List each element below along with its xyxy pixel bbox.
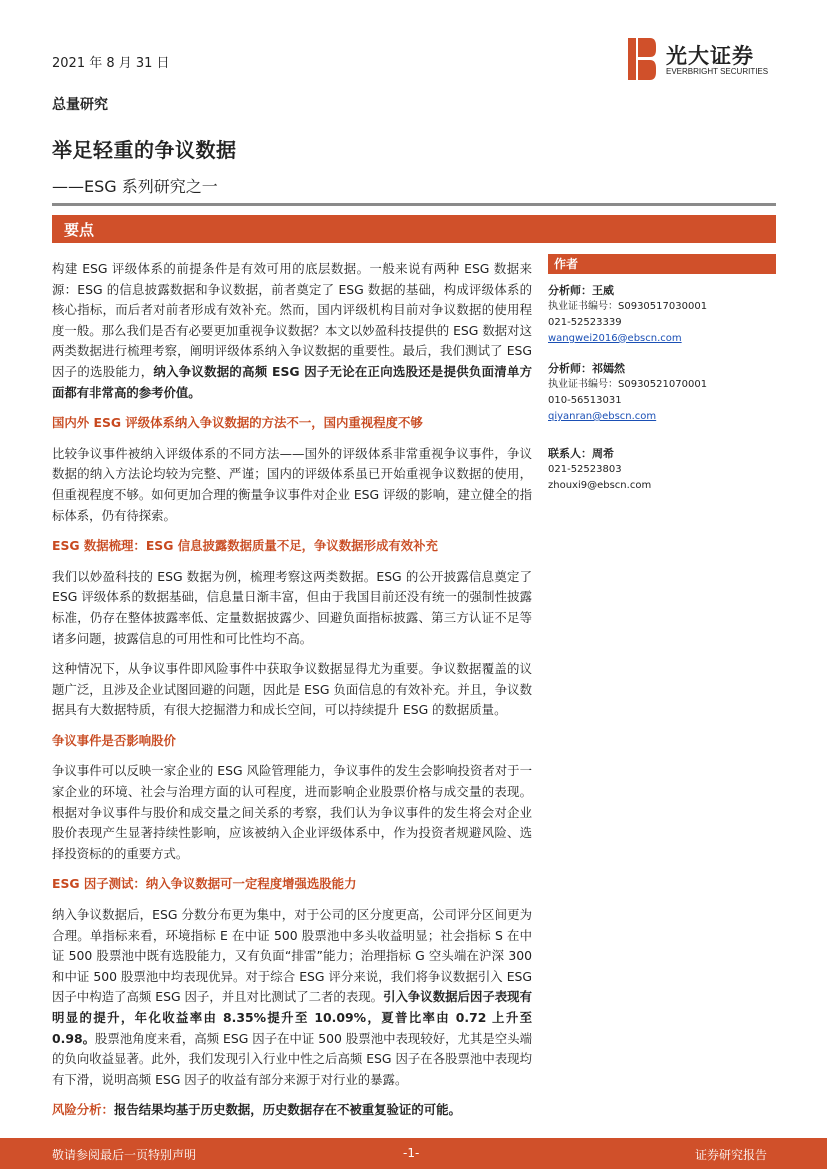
logo-name-cn: 光大证券: [666, 44, 754, 68]
analyst-phone: 010-56513031: [548, 395, 622, 407]
header-divider: [52, 203, 776, 206]
section-1-paragraph: 比较争议事件被纳入评级体系的不同方法——国外的评级体系非常重视争议事件，争议数据的纳入方法论均较为完整、严谨；国内的评级体系虽已开始重视争议数据的使用，但重视程度不够。如何更加合理的衡量争议事件对企业 ESG 评级的影响，建立健全的指标体系，仍有待探索。: [52, 445, 532, 523]
author-sidebar: [548, 254, 776, 507]
section-4-paragraph: [52, 905, 532, 1090]
report-title: 举足轻重的争议数据: [52, 138, 237, 162]
intro-paragraph: [52, 259, 532, 403]
report-category: 总量研究: [52, 97, 108, 113]
report-date: 2021 年 8 月 31 日: [52, 56, 170, 71]
analyst-phone: 021-52523339: [548, 316, 622, 328]
contact-email: zhouxi9@ebscn.com: [548, 479, 652, 491]
analyst-cert: 执业证书编号：S0930517030001: [548, 301, 708, 312]
page-footer: [0, 1138, 827, 1169]
everbright-logo-icon: [628, 38, 656, 80]
section-4-text-c: 股票池角度来看，高频 ESG 因子在中证 500 股票池中表现较好，尤其是空头端的负向收益显著。此外，我们发现引入行业中性之后高频 ESG 因子在各股票池中表现均有下滑，说明高频 ESG 因子的收益有部分来源于对行业的暴露。: [52, 1030, 532, 1087]
section-2-paragraph-a: 我们以妙盈科技的 ESG 数据为例，梳理考察这两类数据。ESG 的公开披露信息奠定了 ESG 评级体系的数据基础，信息量日渐丰富，但由于我国目前还没有统一的强制性披露标准，仍存在整体披露率低、定量数据披露少、回避负面指标披露、第三方认证不足等诸多问题，披露信息的可用性和可比性均不高。: [52, 568, 532, 646]
page-number: -1-: [403, 1146, 420, 1160]
section-4-text-a: 纳入争议数据后，ESG 分数分布更为集中，对于公司的区分度更高，公司评分区间更为合理。单指标来看，环境指标 E 在中证 500 股票池中多头收益明显；社会指标 S 在中证 500 股票池中既有选股能力，又有负面“排雷”能力；治理指标 G 空头端在沪深 300 和中证 500 股票池中均表现优异。对于综合 ESG 评分来说，我们将争议数据引入 ESG 因子中构造了高频 ESG 因子，并且对比测试了二者的表现。: [52, 907, 532, 1005]
section-heading-2: ESG 数据梳理：ESG 信息披露数据质量不足，争议数据形成有效补充: [52, 538, 438, 554]
analyst-email-link[interactable]: wangwei2016@ebscn.com: [548, 332, 682, 344]
main-content: [52, 259, 532, 1131]
contact-name: 联系人：周希: [548, 446, 614, 460]
key-points-label: 要点: [64, 221, 95, 239]
report-subtitle: ——ESG 系列研究之一: [52, 177, 218, 196]
intro-text: 构建 ESG 评级体系的前提条件是有效可用的底层数据。一般来说有两种 ESG 数据来源：ESG 的信息披露数据和争议数据，前者奠定了 ESG 数据的基础，构成评级体系的核心指标，而后者对前者形成有效补充。然而，国内评级机构目前对争议数据的使用程度一般。那么我们是否有必要更加重视争议数据？本文以妙盈科技提供的 ESG 数据对这两类数据进行梳理考察，阐明评级体系纳入争议数据的重要性。最后，我们测试了 ESG 因子的选股能力，: [52, 261, 532, 379]
author-label: 作者: [548, 254, 776, 274]
analyst-email-link[interactable]: qiyanran@ebscn.com: [548, 410, 657, 422]
section-heading-1: 国内外 ESG 评级体系纳入争议数据的方法不一，国内重视程度不够: [52, 415, 423, 431]
company-logo: [628, 38, 778, 80]
section-3-paragraph: 争议事件可以反映一家企业的 ESG 风险管理能力，争议事件的发生会影响投资者对于一家企业的环境、社会与治理方面的认可程度，进而影响企业股票价格与成交量的表现。根据对争议事件与股价和成交量之间关系的考察，我们认为争议事件的发生将会对企业股价表现产生显著持续性影响，应该被纳入企业评级体系中，作为投资者规避风险、选择投资标的的重要方式。: [52, 763, 532, 861]
risk-label: 风险分析：: [52, 1102, 114, 1118]
footer-report-type: 证券研究报告: [695, 1148, 768, 1162]
logo-name-en: EVERBRIGHT SECURITIES: [666, 67, 769, 76]
risk-analysis: [52, 1100, 532, 1121]
contact-card: [548, 445, 776, 494]
footer-disclaimer: 敬请参阅最后一页特别声明: [52, 1148, 197, 1162]
analyst-name: 分析师：祁嫣然: [548, 362, 625, 376]
section-heading-3: 争议事件是否影响股价: [52, 732, 176, 748]
analyst-card: [548, 282, 776, 346]
analyst-name: 分析师：王威: [548, 284, 614, 297]
contact-phone: 021-52523803: [548, 463, 622, 475]
section-heading-4: ESG 因子测试：纳入争议数据可一定程度增强选股能力: [52, 876, 357, 892]
analyst-cert: 执业证书编号：S0930521070001: [548, 379, 708, 391]
section-4-bold-text: 引入争议数据后因子表现有明显的提升，年化收益率由 8.35%提升至 10.09%，夏普比率由 0.72 上升至 0.98。: [52, 989, 532, 1046]
risk-text: 报告结果均基于历史数据，历史数据存在不被重复验证的可能。: [113, 1102, 461, 1118]
key-points-bar: [52, 215, 776, 243]
section-2-paragraph-b: 这种情况下，从争议事件即风险事件中获取争议数据显得尤为重要。争议数据覆盖的议题广泛，且涉及企业试图回避的问题，因此是 ESG 负面信息的有效补充。并且，争议数据具有大数据特质，有很大挖掘潜力和成长空间，可以持续提升 ESG 的数据质量。: [52, 661, 532, 718]
intro-bold-text: 纳入争议数据的高频 ESG 因子无论在正向选股还是提供负面清单方面都有非常高的参考价值。: [52, 363, 533, 400]
analyst-card: [548, 360, 776, 424]
